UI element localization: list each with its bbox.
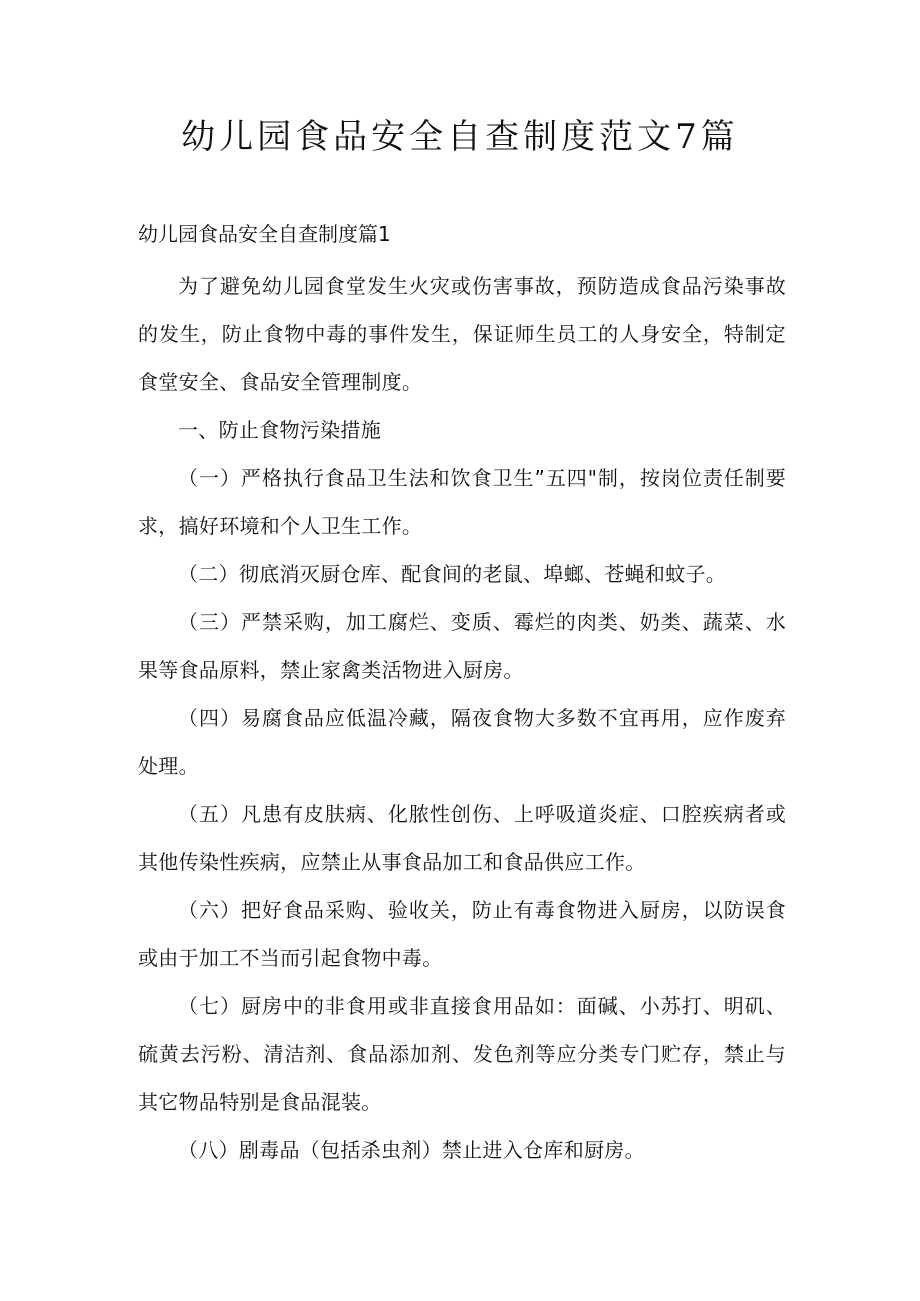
- paragraph-item-3: （三）严禁采购，加工腐烂、变质、霉烂的肉类、奶类、蔬菜、水果等食品原料，禁止家禽类活物进入厨房。: [138, 610, 786, 682]
- paragraph-intro: 为了避免幼儿园食堂发生火灾或伤害事故，预防造成食品污染事故的发生，防止食物中毒的事件发生，保证师生员工的人身安全，特制定食堂安全、食品安全管理制度。: [138, 274, 786, 394]
- paragraph-item-7: （七）厨房中的非食用或非直接食用品如：面碱、小苏打、明矶、硫黄去污粉、清洁剂、食品添加剂、发色剂等应分类专门贮存，禁止与其它物品特别是食品混装。: [138, 994, 786, 1114]
- paragraph-heading-1: 一、防止食物污染措施: [178, 418, 381, 442]
- paragraph-item-8: （八）剧毒品（包括杀虫剂）禁止进入仓库和厨房。: [178, 1138, 645, 1162]
- paragraph-item-1: （一）严格执行食品卫生法和饮食卫生”五四"制，按岗位责任制要求，搞好环境和个人卫生工作。: [138, 466, 786, 538]
- paragraph-item-6: （六）把好食品采购、验收关，防止有毒食物进入厨房，以防误食或由于加工不当而引起食物中毒。: [138, 898, 786, 970]
- paragraph-item-4: （四）易腐食品应低温冷藏，隔夜食物大多数不宜再用，应作废弃处理。: [138, 706, 786, 778]
- section-heading: 幼儿园食品安全自查制度篇1: [138, 222, 391, 246]
- paragraph-item-2: （二）彻底消灭厨仓库、配食间的老鼠、埠螂、苍蝇和蚊子。: [178, 562, 727, 586]
- document-title: 幼儿园食品安全自查制度范文7篇: [181, 117, 739, 157]
- document-body: [138, 262, 786, 1174]
- paragraph-item-5: （五）凡患有皮肤病、化脓性创伤、上呼吸道炎症、口腔疾病者或其他传染性疾病，应禁止从事食品加工和食品供应工作。: [138, 802, 786, 874]
